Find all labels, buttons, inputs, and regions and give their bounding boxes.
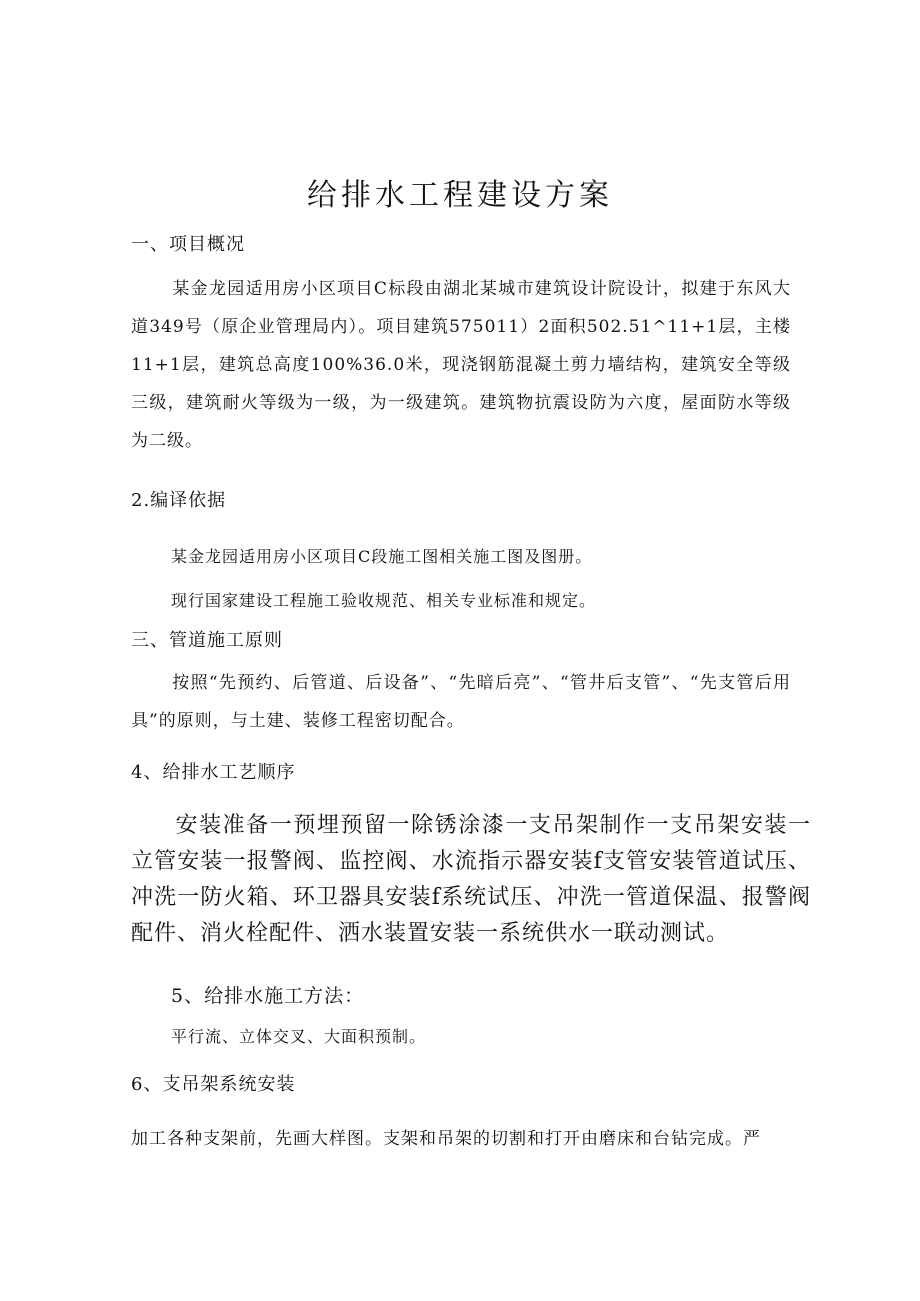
section-1-text: 某金龙园适用房小区项目C标段由湖北某城市建筑设计院设计，拟建于东风大道349号（原企业管理局内）。项目建筑575011）2面积502.51^11+1层，主楼11+1层，建筑总高度100%36.0米，现浇钢筋混凝土剪力墙结构，建筑安全等级三级，建筑耐火等级为一级，为一级建筑。建筑物抗震设防为六度，屋面防水等级为二级。 — [131, 279, 791, 451]
section-6-heading: 6、支吊架系统安装 — [131, 1074, 296, 1095]
section-3-text: 按照“先预约、后管道、后设备”、“先暗后亮”、“管井后支管”、“先支管后用具”的原则，与土建、装修工程密切配合。 — [131, 673, 791, 731]
section-4-heading: 4、给排水工艺顺序 — [131, 762, 296, 783]
section-3-heading: 三、管道施工原则 — [131, 630, 283, 651]
section-4-text: 安装准备一预埋预留一除锈涂漆一支吊架制作一支吊架安装一立管安装一报警阀、监控阀、水流指示器安装f支管安装管道试压、冲洗一防火箱、环卫器具安装f系统试压、冲洗一管道保温、报警阀配件、消火栓配件、洒水装置安装一系统供水一联动测试。 — [131, 813, 811, 946]
section-6-body: 加工各种支架前，先画大样图。支架和吊架的切割和打开由磨床和台钻完成。严 — [131, 1129, 761, 1149]
section-1-body — [131, 270, 791, 460]
section-4-body — [131, 808, 811, 952]
section-2-line-1: 某金龙园适用房小区项目C段施工图相关施工图及图册。 — [171, 547, 593, 566]
section-2-line-2: 现行国家建设工程施工验收规范、相关专业标准和规定。 — [171, 591, 597, 610]
section-5-body: 平行流、立体交叉、大面积预制。 — [171, 1027, 427, 1046]
document-title: 给排水工程建设方案 — [307, 178, 613, 213]
section-2-heading: 2.编译依据 — [131, 490, 227, 511]
section-5-heading: 5、给排水施工方法： — [171, 985, 365, 1007]
section-3-body — [131, 664, 791, 740]
section-1-heading: 一、项目概况 — [131, 234, 245, 255]
